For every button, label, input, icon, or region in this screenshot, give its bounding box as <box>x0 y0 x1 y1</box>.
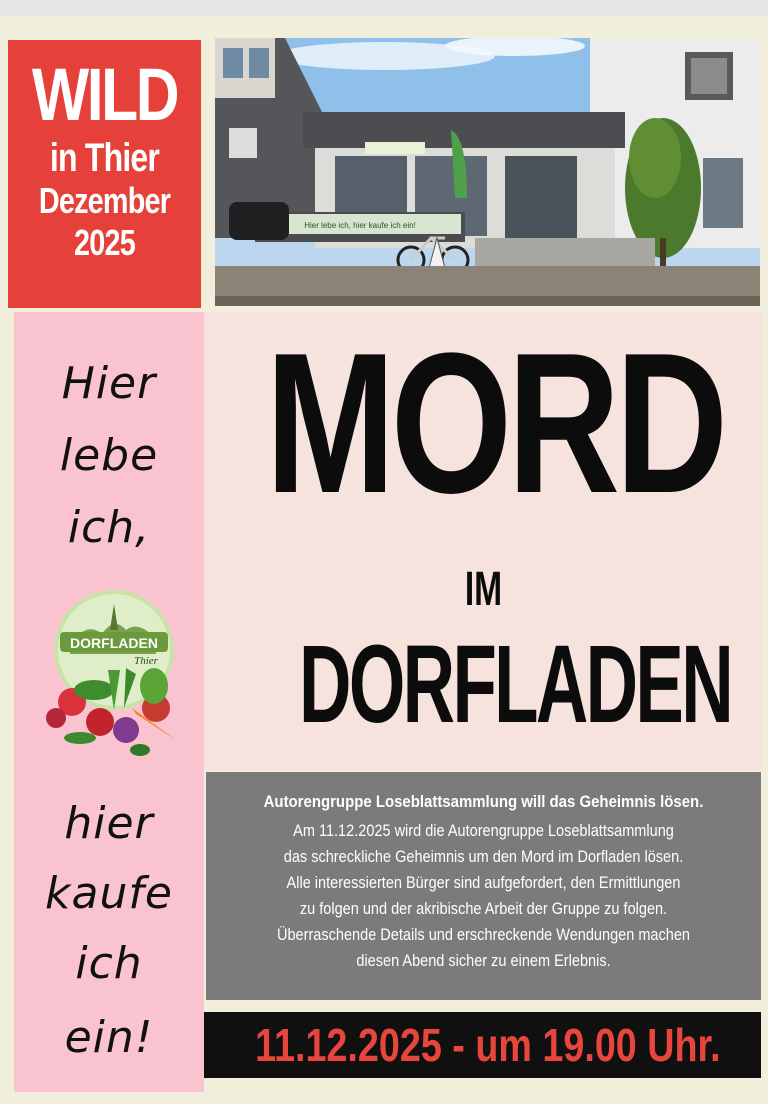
wild-badge <box>8 40 201 308</box>
logo-sub: Thier <box>134 655 158 667</box>
dorfladen-logo <box>36 590 186 770</box>
logo-title: DORFLADEN <box>70 635 158 651</box>
headline-mord: MORD <box>265 312 724 535</box>
date-text: 11.12.2025 - um 19.00 Uhr. <box>255 1019 721 1071</box>
headline-panel <box>204 312 763 770</box>
info-line: Alle interessierten Bürger sind aufgefordert, den Ermittlungen <box>286 874 681 892</box>
slogan-line: kaufe <box>45 868 173 919</box>
wild-month: Dezember <box>38 180 171 221</box>
info-line: Am 11.12.2025 wird die Autorengruppe Loseblattsammlung <box>293 822 674 840</box>
info-line: diesen Abend sicher zu einem Erlebnis. <box>356 952 611 970</box>
info-line: zu folgen und der akribische Arbeit der Gruppe zu folgen. <box>299 900 668 918</box>
slogan-line: hier <box>64 798 154 849</box>
slogan-line: lebe <box>59 430 159 481</box>
headline-im: IM <box>464 563 503 616</box>
wild-title: WILD <box>31 53 178 136</box>
top-strip <box>0 0 768 16</box>
info-title: Autorengruppe Loseblattsammlung will das Geheimnis lösen. <box>263 792 704 811</box>
wild-year: 2025 <box>74 222 135 263</box>
slogan-line: Hier <box>61 358 157 409</box>
banner-text: Hier lebe ich, hier kaufe ich ein! <box>304 221 416 230</box>
wild-location: in Thier <box>49 136 160 180</box>
sidebar-slogan <box>14 312 204 1092</box>
info-body <box>239 818 727 974</box>
info-line: Überraschende Details und erschreckende Wendungen machen <box>276 926 690 944</box>
slogan-line: ich, <box>67 502 151 553</box>
headline-dorfladen: DORFLADEN <box>299 623 732 746</box>
shop-photo <box>215 38 760 306</box>
slogan-line: ein! <box>64 1012 154 1063</box>
info-line: das schreckliche Geheimnis um den Mord im Dorfladen lösen. <box>283 848 684 866</box>
info-box <box>206 772 761 1000</box>
date-banner <box>204 1012 761 1078</box>
slogan-line: ich <box>75 938 143 989</box>
